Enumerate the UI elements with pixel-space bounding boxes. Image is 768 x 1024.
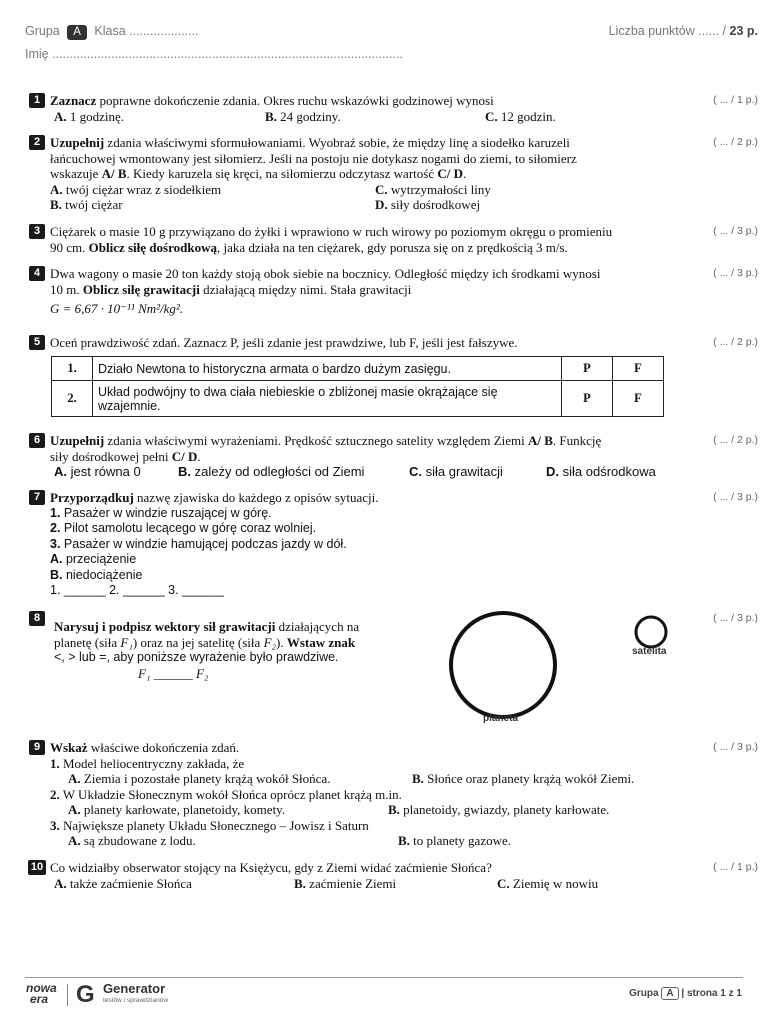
nowa-era-logo: nowa era (26, 981, 57, 1006)
planet-circle (451, 613, 555, 717)
generator-logo-icon: G (76, 981, 95, 1008)
option-a[interactable]: A. jest równa 0 (54, 464, 141, 479)
true-cell[interactable]: P (562, 381, 613, 417)
option-d[interactable]: D. siła odśrodkowa (546, 464, 656, 479)
option-a[interactable]: A. planety karłowate, planetoidy, komety. (68, 802, 286, 817)
generator-logo: Generator testów i sprawdzianów (103, 981, 169, 1004)
planet-label: planeta (483, 713, 519, 724)
option-b[interactable]: B. planetoidy, gwiazdy, planety karłowate. (388, 802, 610, 817)
option-b[interactable]: B. zaćmienie Ziemi (294, 875, 397, 891)
question-points: ( ... / 3 p.) (713, 741, 758, 753)
question-number: 6 (29, 433, 45, 448)
question-6: Uzupełnij zdania właściwymi wyrażeniami. Prędkość sztucznego satelity względem Ziemi A/ B. Funkcję siły dośrodkowej pełni C/ D. A. jest równa 0 B. zależy od odległości od Ziemi C. siła grawitacji D. siła odśrodkowa (50, 433, 656, 479)
satellite-circle (636, 617, 666, 647)
table-row: 1. Działo Newtona to historyczna armata o bardzo dużym zasięgu. P F (52, 357, 664, 381)
option-d[interactable]: D. siły dośrodkowej (375, 197, 481, 212)
header-group (25, 24, 199, 40)
question-5: Oceń prawdziwość zdań. Zaznacz P, jeśli zdanie jest prawdziwe, lub F, jeśli jest fałszywe. (50, 335, 518, 350)
question-number: 3 (29, 224, 45, 239)
question-number: 2 (29, 135, 45, 150)
question-number: 9 (29, 740, 45, 755)
class-field: Klasa .................... (94, 24, 199, 38)
question-points: ( ... / 1 p.) (713, 94, 758, 106)
true-cell[interactable]: P (562, 357, 613, 381)
question-number: 8 (29, 611, 45, 626)
points-label: Liczba punktów ...... / (608, 24, 727, 38)
question-points: ( ... / 3 p.) (713, 612, 758, 624)
question-2: Uzupełnij zdania właściwymi sformułowaniami. Wyobraź sobie, że między linę a siodełko karuzeli łańcuchowej wmontowany jest siłomierz. Jeśli na postoju nie dotykasz nogami do ziemi, to siłomierz wskazuje A/ B. Kiedy karuzela się kręci, na siłomierzu odczytasz wartość C/ D. A. twój ciężar wraz z siodełkiem C. wytrzymałości liny B. twój ciężar D. siły dośrodkowej (50, 135, 680, 213)
question-points: ( ... / 2 p.) (713, 336, 758, 348)
option-b[interactable]: B. twój ciężar (50, 197, 123, 212)
q-text: łańcuchowej wmontowany jest siłomierz. Jeśli na postoju nie dotykasz nogami do ziemi, to siłomierz (50, 150, 577, 166)
q-lead: Zaznacz (50, 93, 97, 108)
question-points: ( ... / 3 p.) (713, 225, 758, 237)
answer-blanks[interactable]: 1. ______ 2. ______ 3. ______ (50, 583, 224, 597)
question-7: Przyporządkuj nazwę zjawiska do każdego z opisów sytuacji. 1. Pasażer w windzie ruszającej w górę. 2. Pilot samolotu lecącego w górę coraz wolniej. 3. Pasażer w windzie hamującej podczas jazdy w dół. A. przeciążenie B. niedociążenie 1. ______ 2. ______ 3. ______ (50, 490, 680, 599)
footer-group-badge: A (661, 987, 678, 1000)
true-false-table (51, 356, 664, 417)
question-points: ( ... / 2 p.) (713, 434, 758, 446)
option-c[interactable]: C. wytrzymałości liny (375, 181, 491, 197)
option-a: A. przeciążenie (50, 552, 137, 566)
question-points: ( ... / 3 p.) (713, 491, 758, 503)
planet-satellite-diagram[interactable] (440, 605, 680, 730)
option-b[interactable]: B. Słońce oraz planety krążą wokół Ziemi. (412, 771, 635, 786)
option-b[interactable]: B. 24 godziny. (265, 108, 341, 124)
points-total: 23 p. (729, 24, 758, 38)
question-10: Co widziałby obserwator stojący na Księżycu, gdy z Ziemi widać zaćmienie Słońca? A. także zaćmienie Słońca B. zaćmienie Ziemi C. Ziemię w nowiu (50, 860, 599, 891)
group-badge: A (67, 25, 87, 40)
satellite-label: satelita (632, 646, 667, 657)
table-row: 2. Układ podwójny to dwa ciała niebieskie o zbliżonej masie okrążające się wzajemnie. P F (52, 381, 664, 417)
option-c[interactable]: C. Ziemię w nowiu (497, 875, 599, 891)
group-label: Grupa (25, 24, 60, 38)
question-points: ( ... / 2 p.) (713, 136, 758, 148)
footer-page-info: Grupa A | strona 1 z 1 (629, 988, 742, 999)
q-text: poprawne dokończenie zdania. Okres ruchu wskazówki godzinowej wynosi (96, 93, 494, 108)
footer-divider (25, 977, 743, 978)
false-cell[interactable]: F (613, 357, 664, 381)
question-4: Dwa wagony o masie 20 ton każdy stoją obok siebie na bocznicy. Odległość między ich środkami wynosi 10 m. Oblicz siłę grawitacji działającą między nimi. Stała grawitacji G = 6,67 · 10⁻¹¹ Nm²/kg². (50, 266, 680, 317)
question-number: 5 (29, 335, 45, 350)
option-c[interactable]: C. 12 godzin. (485, 108, 556, 124)
gravity-constant: G = 6,67 · 10⁻¹¹ Nm²/kg². (50, 301, 184, 316)
question-number: 7 (29, 490, 45, 505)
option-a[interactable]: A. są zbudowane z lodu. (68, 833, 196, 848)
question-number: 1 (29, 93, 45, 108)
option-b: B. niedociążenie (50, 567, 143, 582)
question-3: Ciężarek o masie 10 g przywiązano do żyłki i wprawiono w ruch wirowy po poziomym okręgu o promieniu 90 cm. Oblicz siłę dośrodkową, jaka działa na ten ciężarek, gdy porusza się on z prędkością 3 m/s. (50, 224, 613, 255)
option-a[interactable]: A. także zaćmienie Słońca (54, 875, 192, 891)
question-9: Wskaż właściwe dokończenia zdań. 1. Model heliocentryczny zakłada, że A. Ziemia i pozostałe planety krążą wokół Słońca. B. Słońce oraz planety krążą wokół Ziemi. 2. W Układzie Słonecznym wokół Słońca oprócz planet krążą m.in. A. planety karłowate, planetoidy, komety. B. planetoidy, gwiazdy, planety karłowate. 3. Największe planety Układu Słonecznego – Jowisz i Saturn A. są zbudowane z lodu. B. to planety gazowe. (50, 740, 635, 848)
logo-separator (67, 984, 68, 1006)
question-number: 4 (29, 266, 45, 281)
question-1 (50, 93, 680, 124)
option-b[interactable]: B. zależy od odległości od Ziemi (178, 464, 365, 479)
option-c[interactable]: C. siła grawitacji (409, 464, 503, 479)
question-points: ( ... / 1 p.) (713, 861, 758, 873)
option-a[interactable]: A. 1 godzinę. (54, 108, 125, 124)
question-8: Narysuj i podpisz wektory sił grawitacji działających na planetę (siła F₁) oraz na jej satelitę (siła F₂). Wstaw znak <, > lub =, aby poniższe wyrażenie było prawdziwe. F₁ ______ F₂ (54, 619, 404, 681)
option-a[interactable]: A. Ziemia i pozostałe planety krążą wokół Słońca. (68, 771, 331, 786)
question-points: ( ... / 3 p.) (713, 267, 758, 279)
option-b[interactable]: B. to planety gazowe. (398, 833, 511, 848)
question-number: 10 (28, 860, 46, 875)
points-summary (609, 24, 758, 38)
false-cell[interactable]: F (613, 381, 664, 417)
name-field: Imię ..................................................................................................... (25, 47, 403, 61)
option-a[interactable]: A. twój ciężar wraz z siodełkiem (50, 181, 222, 197)
comparison-expression[interactable]: F₁ ______ F₂ (138, 665, 209, 681)
